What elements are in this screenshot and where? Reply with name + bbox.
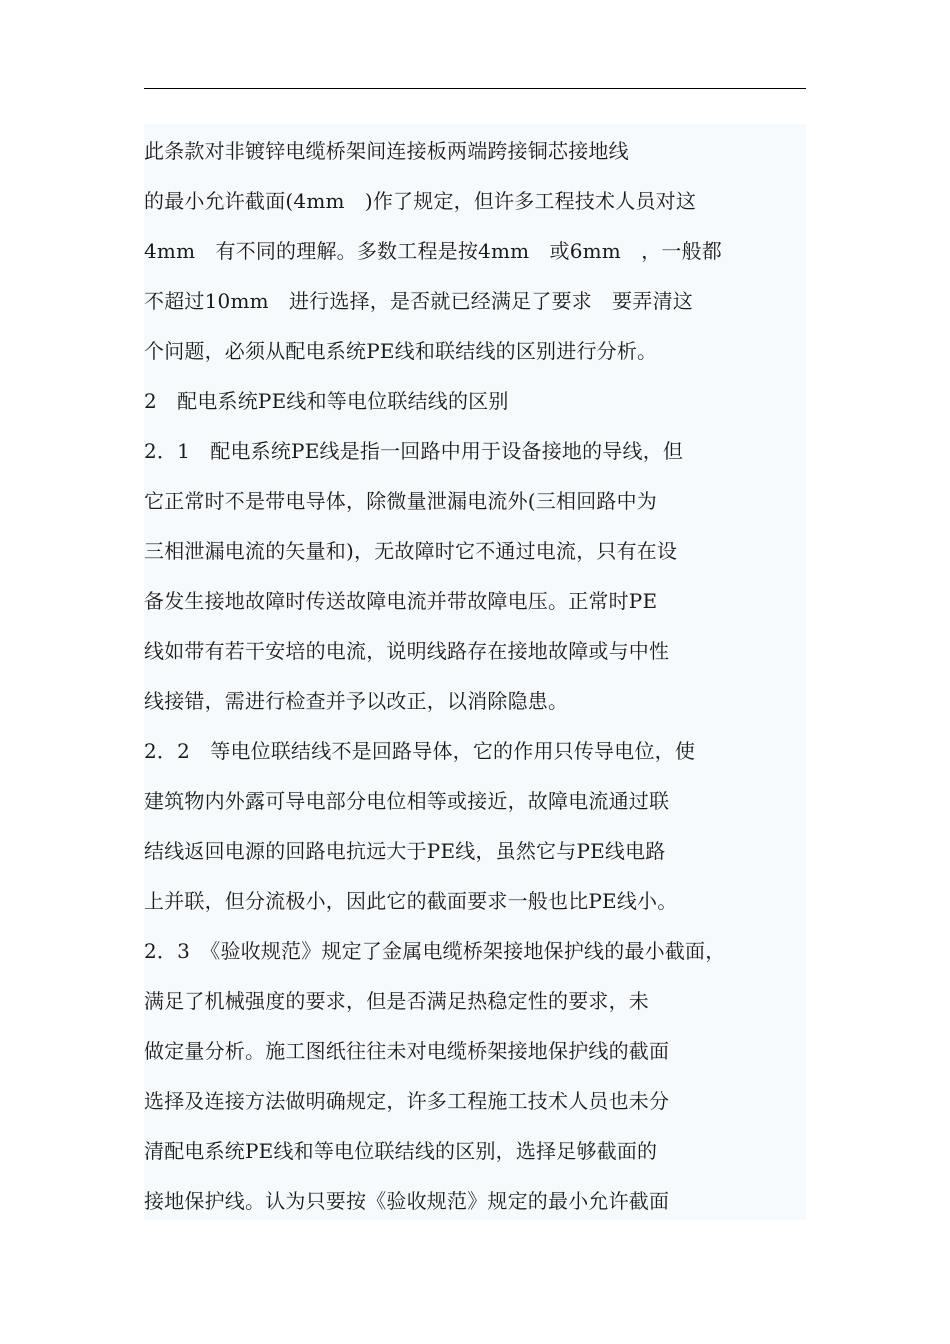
text-line: 此条款对非镀锌电缆桥架间连接板两端跨接铜芯接地线 <box>144 139 629 163</box>
section-heading: 2 配电系统PE线和等电位联结线的区别 <box>144 389 509 413</box>
text-line: 它正常时不是带电导体，除微量泄漏电流外(三相回路中为 <box>144 489 658 513</box>
text-line: 的最小允许截面(4mm )作了规定，但许多工程技术人员对这 <box>144 189 697 213</box>
text-line: 选择及连接方法做明确规定，许多工程施工技术人员也未分 <box>144 1089 670 1113</box>
text-line: 2．3 《验收规范》规定了金属电缆桥架接地保护线的最小截面， <box>144 939 726 963</box>
text-line: 备发生接地故障时传送故障电流并带故障电压。正常时PE <box>144 589 658 613</box>
text-line: 接地保护线。认为只要按《验收规范》规定的最小允许截面 <box>144 1189 670 1213</box>
text-line: 个问题，必须从配电系统PE线和联结线的区别进行分析。 <box>144 339 658 363</box>
body-text <box>144 124 806 1220</box>
text-line: 线如带有若干安培的电流，说明线路存在接地故障或与中性 <box>144 639 670 663</box>
text-line: 线接错，需进行检查并予以改正，以消除隐患。 <box>144 689 569 713</box>
text-line: 做定量分析。施工图纸往往未对电缆桥架接地保护线的截面 <box>144 1039 670 1063</box>
text-line: 结线返回电源的回路电抗远大于PE线，虽然它与PE线电路 <box>144 839 666 863</box>
text-line: 4mm 有不同的理解。多数工程是按4mm 或6mm ，一般都 <box>144 239 722 263</box>
text-line: 2．2 等电位联结线不是回路导体，它的作用只传导电位，使 <box>144 739 696 763</box>
text-line: 清配电系统PE线和等电位联结线的区别，选择足够截面的 <box>144 1139 658 1163</box>
text-line: 2．1 配电系统PE线是指一回路中用于设备接地的导线，但 <box>144 439 684 463</box>
header-rule <box>144 88 806 89</box>
text-line: 满足了机械强度的要求，但是否满足热稳定性的要求，未 <box>144 989 649 1013</box>
text-line: 三相泄漏电流的矢量和)，无故障时它不通过电流，只有在设 <box>144 539 678 563</box>
text-line: 上并联，但分流极小，因此它的截面要求一般也比PE线小。 <box>144 889 678 913</box>
text-line: 建筑物内外露可导电部分电位相等或接近，故障电流通过联 <box>144 789 670 813</box>
text-line: 不超过10mm 进行选择，是否就已经满足了要求 要弄清这 <box>144 289 693 313</box>
